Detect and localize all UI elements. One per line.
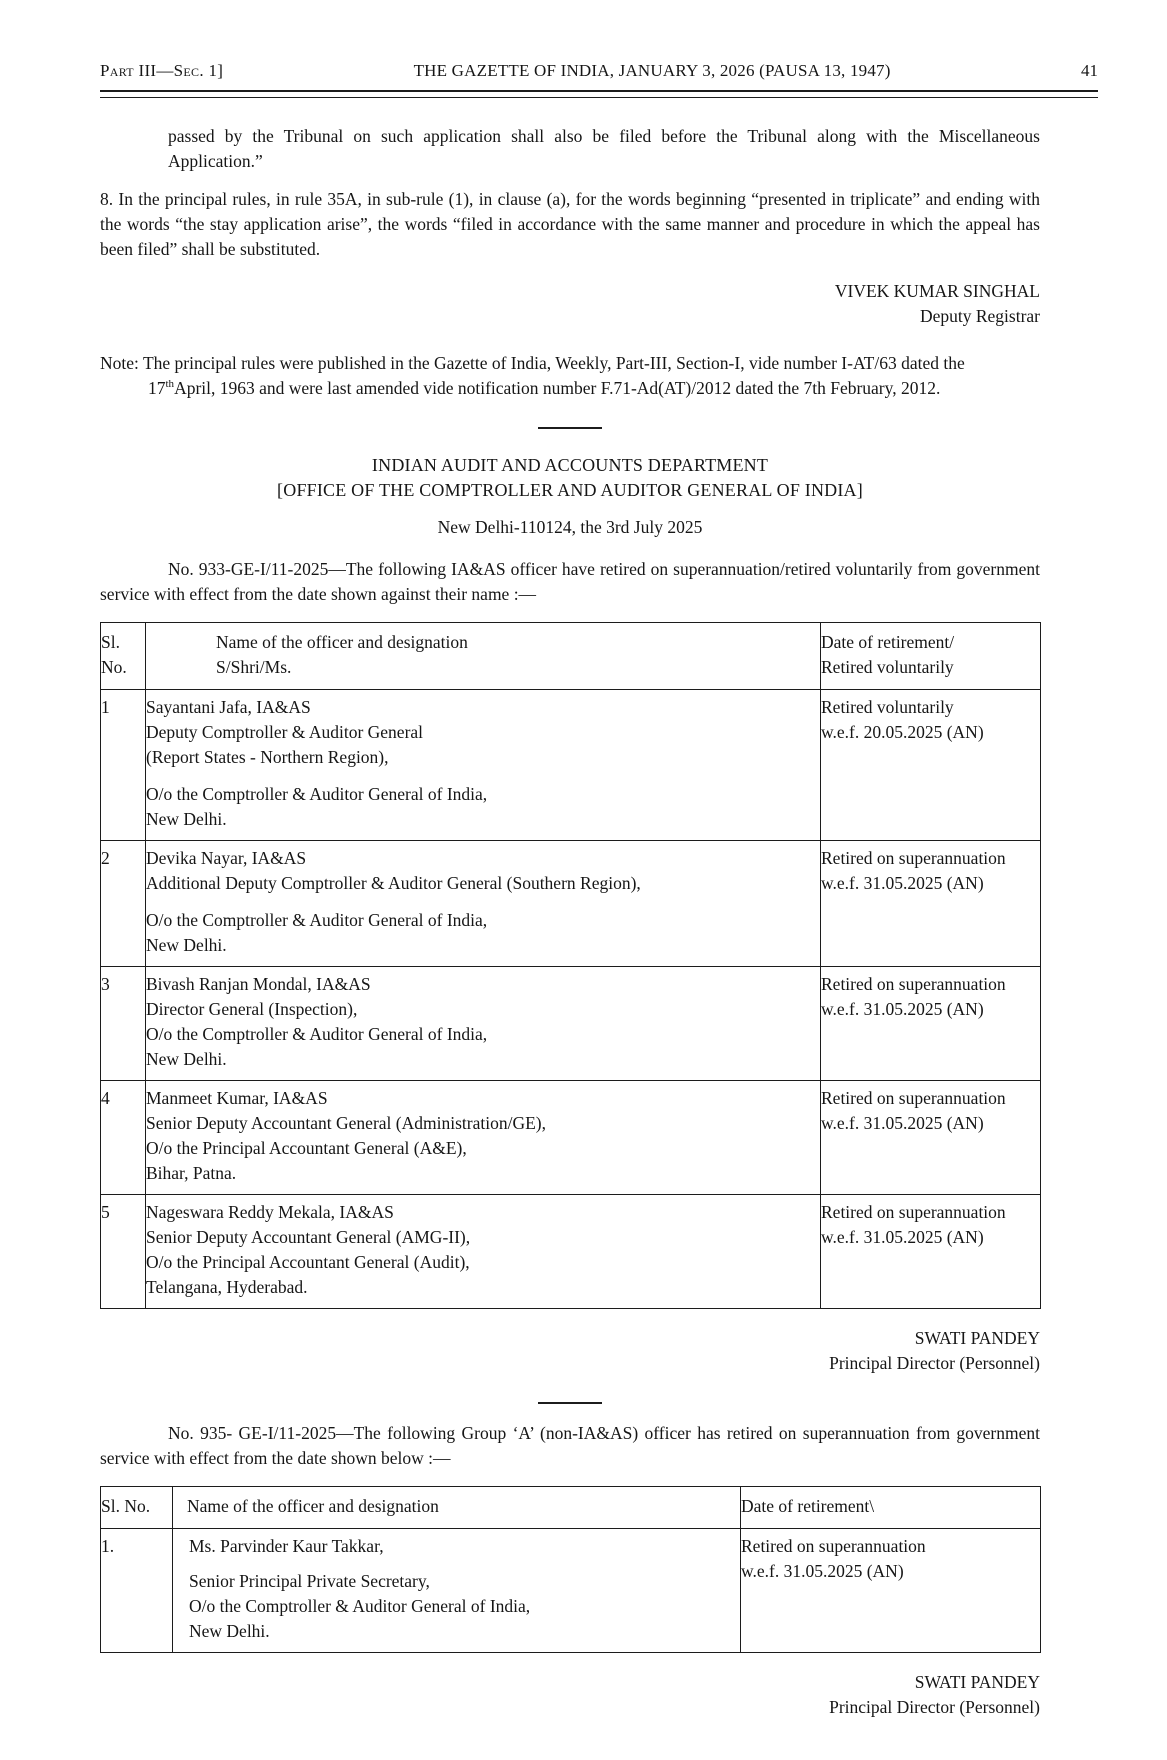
header-sl-no: Sl. No. [101, 1487, 173, 1529]
officer-detail-line: O/o the Principal Accountant General (Audit), [146, 1252, 470, 1272]
sl-no-cell: 3 [101, 967, 146, 1081]
retirement-date-cell [741, 1529, 1041, 1653]
note-line-2-text: April, 1963 and were last amended vide notification number F.71-Ad(AT)/2012 dated the 7th February, 2012. [174, 378, 941, 398]
header-double-rule [100, 90, 1098, 98]
officer-detail-paragraph [146, 846, 820, 896]
officer-detail-paragraph [146, 695, 820, 770]
sl-no-cell: 5 [101, 1195, 146, 1309]
header-officer-name [146, 623, 821, 690]
sl-no-cell: 2 [101, 841, 146, 967]
section-divider [538, 427, 602, 429]
officer-detail-paragraph [146, 1200, 820, 1300]
table-row [101, 690, 1041, 841]
officer-detail-line: Ms. Parvinder Kaur Takkar, [189, 1536, 384, 1556]
retirement-date-line: w.e.f. 31.05.2025 (AN) [821, 1113, 984, 1133]
officer-detail-paragraph [189, 1569, 740, 1644]
retirement-date-line: w.e.f. 20.05.2025 (AN) [821, 722, 984, 742]
officer-name-cell [146, 690, 821, 841]
note-ordinal: th [165, 378, 175, 391]
quoted-clause-paragraph: passed by the Tribunal on such application shall also be filed before the Tribunal along with the Miscellaneous Application.” [168, 126, 1040, 171]
department-subtitle: [OFFICE OF THE COMPTROLLER AND AUDITOR GENERAL OF INDIA] [277, 480, 863, 500]
retirement-date-line: w.e.f. 31.05.2025 (AN) [821, 873, 984, 893]
officer-detail-line: Senior Principal Private Secretary, [189, 1571, 430, 1591]
note-label: Note: [100, 353, 139, 373]
table-row [101, 967, 1041, 1081]
signature-block-935 [100, 1670, 1040, 1720]
officer-detail-line: (Report States - Northern Region), [146, 747, 389, 767]
table-row [101, 1529, 1041, 1653]
note-line-2 [100, 376, 1040, 401]
officer-detail-line: Nageswara Reddy Mekala, IA&AS [146, 1202, 394, 1222]
sl-no-cell: 1. [101, 1529, 173, 1653]
officer-name-cell [173, 1529, 741, 1653]
header-date [821, 623, 1041, 690]
header-date-line1: Date of retirement/ [821, 632, 955, 652]
signatory-name: SWATI PANDEY [914, 1672, 1040, 1692]
signatory-title: Deputy Registrar [919, 306, 1040, 326]
officer-detail-line: New Delhi. [146, 1049, 227, 1069]
page-header [100, 58, 1098, 98]
officer-detail-line: O/o the Comptroller & Auditor General of India, [146, 1024, 488, 1044]
retirement-date-cell [821, 967, 1041, 1081]
note-day: 17 [148, 378, 166, 398]
retirement-date-line: Retired on superannuation [821, 974, 1006, 994]
page-content [100, 124, 1040, 1720]
retirement-table-933 [100, 622, 1041, 1309]
rule-8-paragraph: 8. In the principal rules, in rule 35A, in sub-rule (1), in clause (a), for the words beginning “presented in triplicate” and ending with the words “the stay application arise”, the words “filed in accordance with the same manner and procedure in which the appeal has been filed” shall be substituted. [100, 189, 1040, 259]
retirement-date-cell [821, 1081, 1041, 1195]
retirement-date-line: Retired on superannuation [821, 848, 1006, 868]
officer-detail-paragraph [146, 1086, 820, 1186]
officer-detail-line: New Delhi. [189, 1621, 270, 1641]
officer-detail-line: Senior Deputy Accountant General (Administration/GE), [146, 1113, 546, 1133]
header-name-line2: S/Shri/Ms. [216, 657, 292, 677]
header-officer-name: Name of the officer and designation [173, 1487, 741, 1529]
officer-detail-line: O/o the Principal Accountant General (A&E), [146, 1138, 467, 1158]
retirement-date-cell [821, 841, 1041, 967]
header-sl-line2: No. [101, 657, 127, 677]
table-row [101, 1195, 1041, 1309]
officer-detail-line: O/o the Comptroller & Auditor General of India, [146, 910, 488, 930]
retirement-date-line: w.e.f. 31.05.2025 (AN) [821, 999, 984, 1019]
header-date: Date of retirement\ [741, 1487, 1041, 1529]
header-title: THE GAZETTE OF INDIA, JANUARY 3, 2026 (PAUSA 13, 1947) [413, 61, 891, 80]
signature-block-933 [100, 1326, 1040, 1376]
officer-detail-line: Additional Deputy Comptroller & Auditor General (Southern Region), [146, 873, 641, 893]
table-header-row [101, 623, 1041, 690]
officer-detail-line: New Delhi. [146, 935, 227, 955]
section-divider [538, 1402, 602, 1404]
notification-935-intro: No. 935- GE-I/11-2025—The following Group ‘A’ (non-IA&AS) officer has retired on superannuation from government service with effect from the date shown below :— [100, 1423, 1040, 1468]
retirement-date-line: w.e.f. 31.05.2025 (AN) [741, 1561, 904, 1581]
signatory-title: Principal Director (Personnel) [829, 1353, 1040, 1373]
retirement-date-line: Retired on superannuation [741, 1536, 926, 1556]
officer-detail-line: Telangana, Hyderabad. [146, 1277, 308, 1297]
header-sl-line1: Sl. [101, 632, 120, 652]
header-name-line1: Name of the officer and designation [216, 632, 468, 652]
header-date-line2: Retired voluntarily [821, 657, 954, 677]
sl-no-cell: 4 [101, 1081, 146, 1195]
retirement-date-line: Retired voluntarily [821, 697, 954, 717]
officer-detail-line: Bihar, Patna. [146, 1163, 237, 1183]
officer-detail-line: Deputy Comptroller & Auditor General [146, 722, 424, 742]
note-paragraph [100, 351, 1040, 401]
department-title: INDIAN AUDIT AND ACCOUNTS DEPARTMENT [371, 455, 769, 475]
retirement-date-cell [821, 690, 1041, 841]
officer-name-cell [146, 841, 821, 967]
signatory-title: Principal Director (Personnel) [829, 1697, 1040, 1717]
officer-name-cell [146, 1081, 821, 1195]
officer-detail-line: Manmeet Kumar, IA&AS [146, 1088, 328, 1108]
header-section-label: Part III—Sec. 1] [100, 61, 224, 80]
retirement-table-935 [100, 1486, 1041, 1653]
notification-933-intro: No. 933-GE-I/11-2025—The following IA&AS officer have retired on superannuation/retired voluntarily from government service with effect from the date shown against their name :— [100, 559, 1040, 604]
officer-detail-line: Devika Nayar, IA&AS [146, 848, 307, 868]
officer-detail-line: Bivash Ranjan Mondal, IA&AS [146, 974, 371, 994]
signatory-name: VIVEK KUMAR SINGHAL [834, 281, 1040, 301]
signature-block-registrar [100, 279, 1040, 329]
retirement-date-line: Retired on superannuation [821, 1088, 1006, 1108]
officer-name-cell [146, 967, 821, 1081]
sl-no-cell: 1 [101, 690, 146, 841]
officer-detail-paragraph [146, 782, 820, 832]
retirement-date-cell [821, 1195, 1041, 1309]
officer-detail-line: New Delhi. [146, 809, 227, 829]
officer-detail-paragraph [146, 972, 820, 1072]
header-sl-no [101, 623, 146, 690]
officer-detail-line: O/o the Comptroller & Auditor General of India, [189, 1596, 531, 1616]
officer-detail-paragraph [189, 1534, 740, 1559]
table-row [101, 1081, 1041, 1195]
table-header-row [101, 1487, 1041, 1529]
note-line-1-text: The principal rules were published in the Gazette of India, Weekly, Part-III, Section-I, vide number I-AT/63 dated the [142, 353, 965, 373]
officer-detail-line: Senior Deputy Accountant General (AMG-II), [146, 1227, 471, 1247]
officer-detail-line: Director General (Inspection), [146, 999, 358, 1019]
note-line-1 [100, 351, 1040, 376]
officer-detail-paragraph [146, 908, 820, 958]
officer-detail-line: Sayantani Jafa, IA&AS [146, 697, 311, 717]
retirement-date-line: Retired on superannuation [821, 1202, 1006, 1222]
retirement-date-line: w.e.f. 31.05.2025 (AN) [821, 1227, 984, 1247]
signatory-name: SWATI PANDEY [914, 1328, 1040, 1348]
dateline: New Delhi-110124, the 3rd July 2025 [437, 517, 703, 537]
officer-name-cell [146, 1195, 821, 1309]
officer-detail-line: O/o the Comptroller & Auditor General of India, [146, 784, 488, 804]
table-row [101, 841, 1041, 967]
page-number: 41 [1081, 61, 1098, 80]
